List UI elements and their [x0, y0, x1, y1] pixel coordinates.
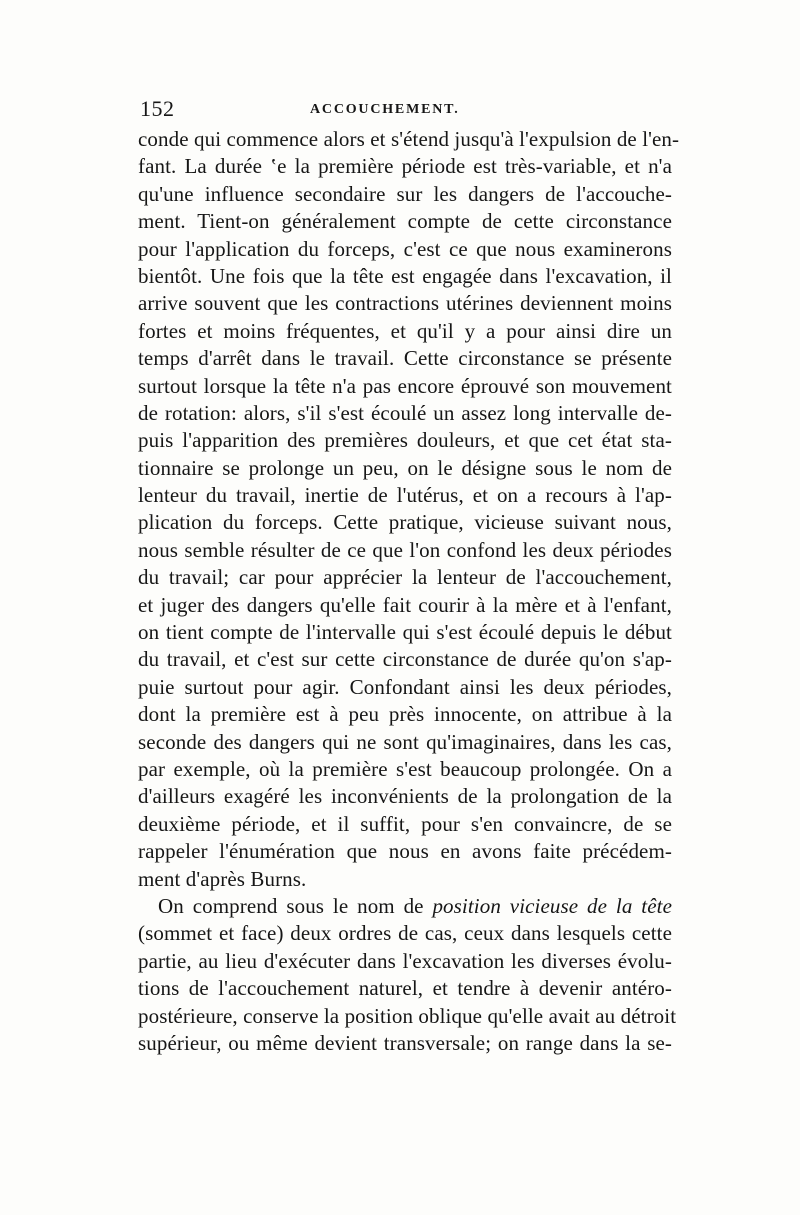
text-line: seconde des dangers qui ne sont qu'imaginaires, dans les cas, — [138, 729, 672, 754]
text-line: ment. Tient-on généralement compte de cette circonstance — [138, 209, 672, 234]
text-line: dont la première est à peu près innocente, on attribue à la — [138, 702, 672, 727]
text-line: fortes et moins fréquentes, et qu'il y a pour ainsi dire un — [138, 318, 672, 343]
text-line: puis l'apparition des premières douleurs, et que cet état sta- — [138, 428, 672, 453]
running-head — [140, 96, 680, 126]
text-line: ment d'après Burns. — [138, 866, 307, 891]
text-line: du travail, et c'est sur cette circonstance de durée qu'on s'ap- — [138, 647, 672, 672]
text-line: conde qui commence alors et s'étend jusqu'à l'expulsion de l'en- — [138, 127, 680, 151]
text-line: nous semble résulter de ce que l'on confond les deux périodes — [138, 537, 672, 562]
text-line: du travail; car pour apprécier la lenteur de l'accouchement, — [138, 565, 672, 590]
text-line: puie surtout pour agir. Confondant ainsi les deux périodes, — [138, 674, 672, 699]
text-line: deuxième période, et il suffit, pour s'en convaincre, de se — [138, 811, 672, 836]
text-line: temps d'arrêt dans le travail. Cette circonstance se présente — [138, 346, 672, 371]
text-line: partie, au lieu d'exécuter dans l'excavation les diverses évolu- — [138, 948, 672, 973]
body-text — [138, 126, 680, 1057]
text-line: fant. La durée ‛e la première période est très-variable, et n'a — [138, 154, 672, 179]
text-line: on tient compte de l'intervalle qui s'est écoulé depuis le début — [138, 620, 672, 645]
text-line: arrive souvent que les contractions utérines deviennent moins — [138, 291, 672, 316]
text-run: On comprend sous le nom de — [158, 893, 433, 918]
text-line: tions de l'accouchement naturel, et tendre à devenir antéro- — [138, 976, 672, 1001]
text-line: par exemple, où la première s'est beaucoup prolongée. On a — [138, 756, 672, 781]
text-line: plication du forceps. Cette pratique, vicieuse suivant nous, — [138, 510, 672, 535]
text-line: pour l'application du forceps, c'est ce que nous examinerons — [138, 236, 672, 261]
text-line: de rotation: alors, s'il s'est écoulé un assez long intervalle de- — [138, 400, 672, 425]
text-line: lenteur du travail, inertie de l'utérus, et on a recours à l'ap- — [138, 483, 672, 508]
text-line: bientôt. Une fois que la tête est engagée dans l'excavation, il — [138, 263, 672, 288]
text-line: surtout lorsque la tête n'a pas encore éprouvé son mouvement — [138, 373, 672, 398]
page-number: 152 — [140, 96, 175, 121]
text-line: qu'une influence secondaire sur les dangers de l'accouche- — [138, 181, 672, 206]
italic-term: position vicieuse de la tête — [432, 893, 672, 918]
running-title: ACCOUCHEMENT. — [310, 102, 460, 117]
text-line: postérieure, conserve la position oblique qu'elle avait au détroit — [138, 1003, 677, 1028]
text-line: (sommet et face) deux ordres de cas, ceux dans lesquels cette — [138, 921, 672, 946]
paragraph-opening-line — [138, 893, 672, 920]
text-line: tionnaire se prolonge un peu, on le désigne sous le nom de — [138, 455, 672, 480]
text-line: rappeler l'énumération que nous en avons faite précédem- — [138, 839, 672, 864]
text-line: supérieur, ou même devient transversale; on range dans la se- — [138, 1030, 672, 1055]
text-line: d'ailleurs exagéré les inconvénients de la prolongation de la — [138, 784, 672, 809]
text-line: et juger des dangers qu'elle fait courir à la mère et à l'enfant, — [138, 592, 672, 617]
